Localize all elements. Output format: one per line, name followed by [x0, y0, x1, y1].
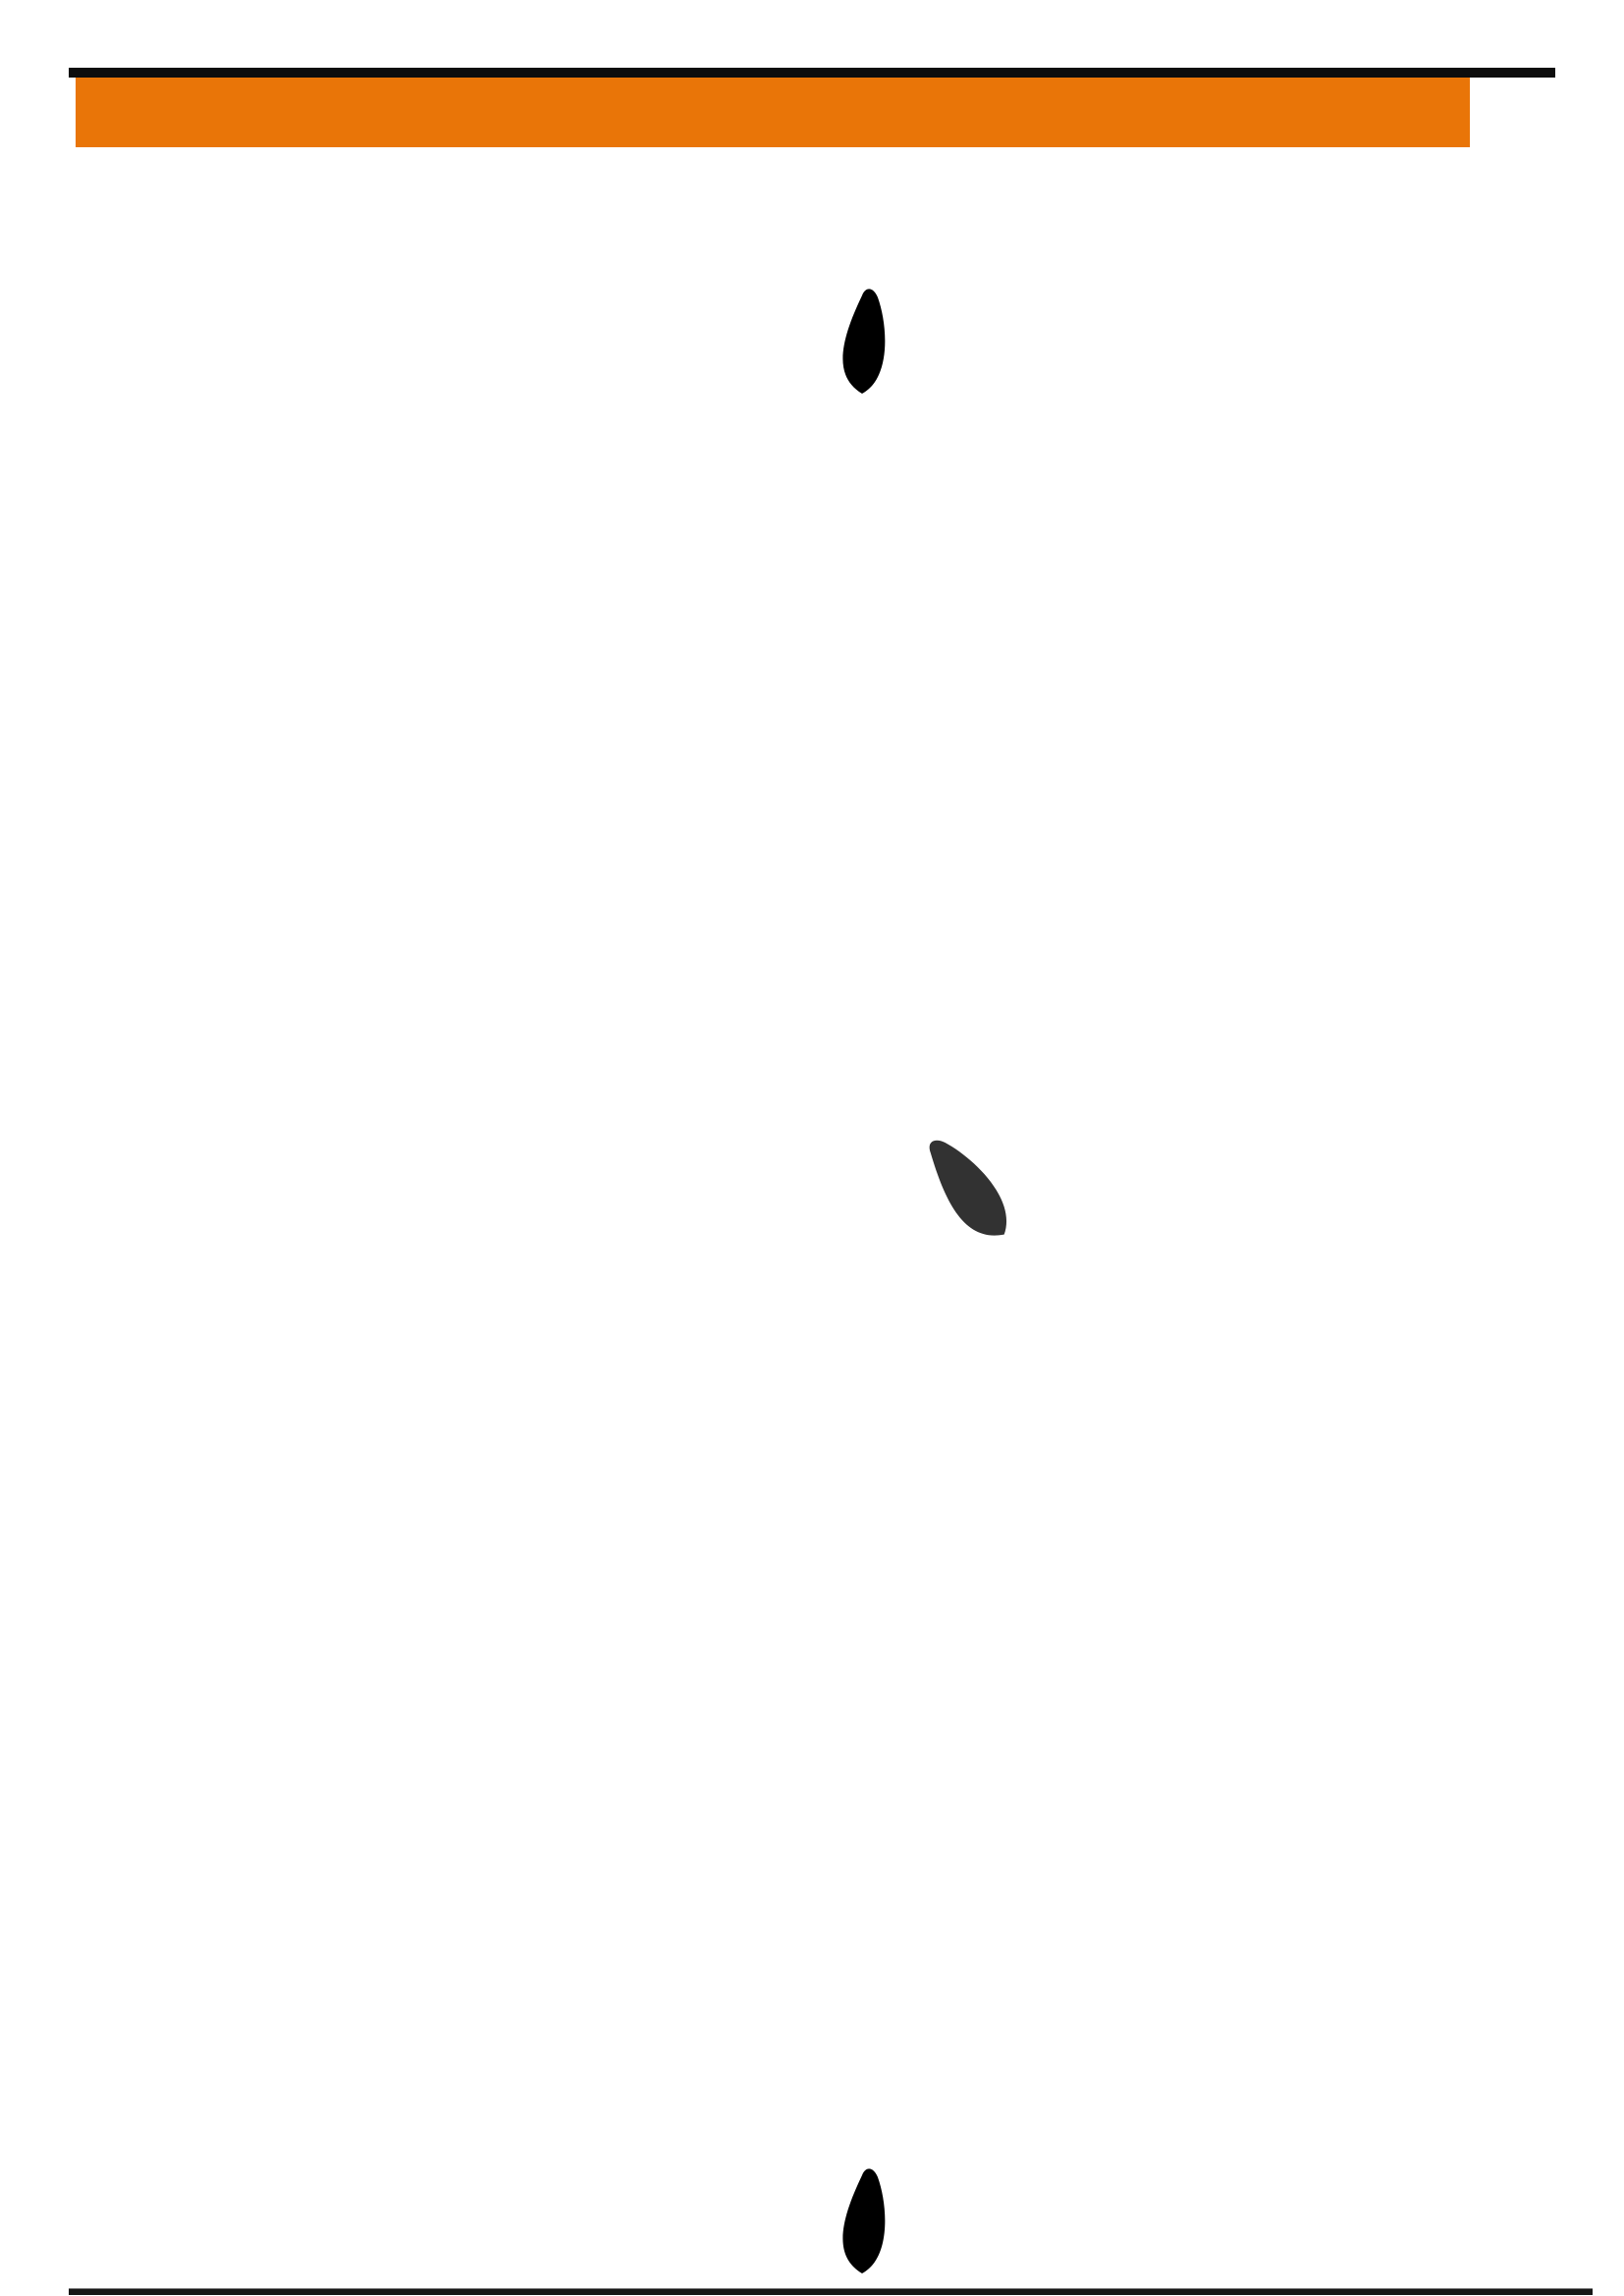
sluurpy-tongue-swoosh-icon	[668, 972, 1228, 1498]
section-header-bar	[76, 78, 1470, 147]
sluurpy-tongue-swoosh-icon	[550, 2171, 1100, 2296]
sluurpy-watermark-text	[390, 817, 933, 1306]
sluurpy-watermark-middle	[390, 694, 1319, 1582]
sluurpy-watermark-bottom	[412, 1953, 1227, 2287]
smile-arc-path	[701, 1018, 1183, 1464]
tongue-path	[910, 1130, 1024, 1249]
sluurpy-tongue-swoosh-icon	[550, 292, 1100, 429]
echo-arc-path	[913, 2215, 931, 2269]
echo-arc-path	[1002, 1134, 1058, 1193]
echo-arc-path	[913, 335, 931, 390]
bottom-rule	[69, 2288, 1593, 2295]
tongue-path	[842, 2168, 885, 2273]
tongue-path	[842, 289, 885, 394]
top-rule	[69, 68, 1555, 78]
smile-arc-path	[560, 2205, 1074, 2276]
smile-arc-path	[560, 325, 1074, 397]
